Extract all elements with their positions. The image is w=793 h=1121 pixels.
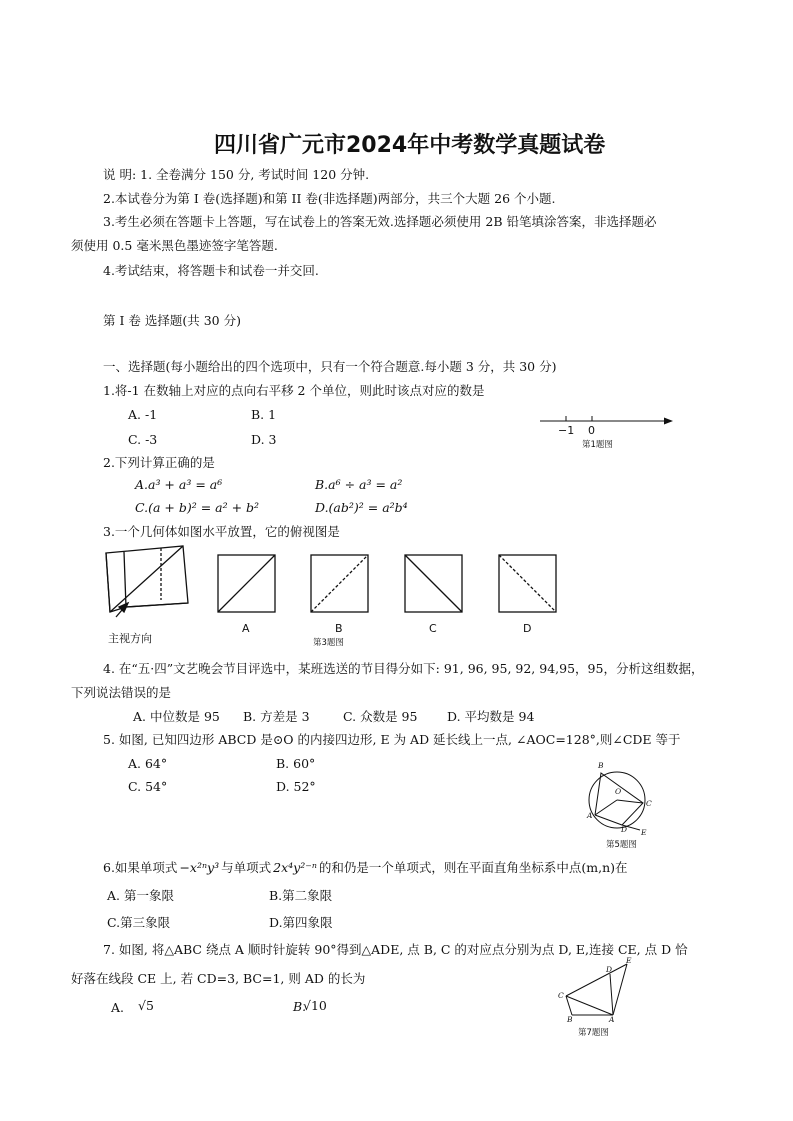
q4-stem: 4. 在“五·四”文艺晚会节目评选中，某班选送的节目得分如下: 91, 96, 95, 92, 94,95，95，分析这组数据，	[103, 661, 704, 676]
q6-option-b: B.第二象限	[269, 888, 333, 903]
q5-label-e: E	[641, 828, 647, 837]
q7-label-a: A	[609, 1015, 615, 1024]
page-title: 四川省广元市2024年中考数学真题试卷	[214, 133, 606, 158]
q6-stem-pre: 6.如果单项式	[103, 860, 178, 875]
q3-option-a: A	[242, 622, 250, 635]
q5-label-d: D	[621, 825, 628, 834]
note-3a: 3.考生必须在答题卡上答题，写在试卷上的答案无效.选择题必须使用 2B 铅笔填涂答案，非选择题必	[103, 214, 657, 229]
q7-option-b-label: B.	[293, 999, 307, 1014]
q5-option-c: C. 54°	[128, 779, 168, 794]
q1-option-d: D. 3	[251, 432, 277, 447]
q6-stem-post: 的和仍是一个单项式，则在平面直角坐标系中点(m,n)在	[318, 860, 628, 875]
q1-fig-caption: 第1题图	[582, 440, 613, 450]
q2-stem: 2.下列计算正确的是	[103, 455, 215, 470]
q5-label-b: B	[598, 761, 604, 770]
q6-stem-mid: 与单项式	[221, 860, 272, 875]
q1-tick-0: 0	[588, 424, 595, 437]
q3-stem: 3.一个几何体如图水平放置，它的俯视图是	[103, 524, 340, 539]
q5-option-d: D. 52°	[276, 779, 316, 794]
q5-option-b: B. 60°	[276, 756, 316, 771]
q1-option-b: B. 1	[251, 407, 277, 422]
q6-monomial-1: −x²ⁿy³	[179, 860, 220, 875]
q3-option-b: B	[335, 622, 343, 635]
q6-option-a: A. 第一象限	[107, 888, 174, 903]
q3-fig-caption: 第3题图	[313, 638, 344, 648]
q7-label-d: D	[606, 965, 613, 974]
q3-option-c: C	[429, 622, 437, 635]
q1-option-c: C. -3	[128, 432, 158, 447]
note-4: 4.考试结束，将答题卡和试卷一并交回.	[103, 263, 319, 278]
q7-option-b-value: √10	[303, 998, 327, 1013]
q3-option-d: D	[523, 622, 532, 635]
q6-option-c: C.第三象限	[107, 915, 171, 930]
q5-stem: 5. 如图, 已知四边形 ABCD 是⊙O 的内接四边形, E 为 AD 延长线上一点, ∠AOC=128°,则∠CDE 等于	[103, 732, 681, 747]
q7-stem-2: 好落在线段 CE 上, 若 CD=3, BC=1, 则 AD 的长为	[71, 971, 366, 986]
q3-solid-caption: 主视方向	[108, 632, 152, 645]
q1-stem: 1.将-1 在数轴上对应的点向右平移 2 个单位，则此时该点对应的数是	[103, 383, 485, 398]
q4-stem-2: 下列说法错误的是	[71, 685, 172, 700]
q7-stem: 7. 如图, 将△ABC 绕点 A 顺时针旋转 90°得到△ADE, 点 B, C 的对应点分别为点 D, E,连接 CE, 点 D 恰	[103, 942, 688, 957]
q1-option-a: A. -1	[128, 407, 158, 422]
q4-option-d: D. 平均数是 94	[447, 709, 535, 724]
q7-option-a-label: A.	[111, 1000, 125, 1015]
part1-heading: 第 I 卷 选择题(共 30 分)	[103, 313, 241, 328]
note-3b: 须使用 0.5 毫米黑色墨迹签字笔答题.	[71, 238, 278, 253]
q5-option-a: A. 64°	[128, 756, 168, 771]
q5-label-o: O	[615, 787, 622, 796]
note-1: 说 明: 1. 全卷满分 150 分, 考试时间 120 分钟.	[103, 167, 370, 182]
q4-option-b: B. 方差是 3	[243, 709, 310, 724]
q6-option-d: D.第四象限	[269, 915, 333, 930]
note-2: 2.本试卷分为第 I 卷(选择题)和第 II 卷(非选择题)两部分，共三个大题 26 个小题.	[103, 191, 556, 206]
q7-fig-caption: 第7题图	[578, 1028, 609, 1038]
q5-label-c: C	[646, 799, 652, 808]
q2-option-c: C.(a + b)² = a² + b²	[135, 500, 260, 515]
q5-fig-caption: 第5题图	[606, 840, 637, 850]
q7-label-b: B	[567, 1015, 573, 1024]
q2-option-d: D.(ab²)² = a²b⁴	[315, 500, 408, 515]
q7-option-a-value: √5	[138, 998, 154, 1013]
q6-monomial-2: 2x⁴y²⁻ⁿ	[273, 860, 317, 875]
q5-label-a: A	[587, 811, 593, 820]
section1-heading: 一、选择题(每小题给出的四个选项中，只有一个符合题意.每小题 3 分，共 30 分)	[103, 359, 557, 374]
q4-option-a: A. 中位数是 95	[133, 709, 220, 724]
q7-label-e: E	[626, 956, 632, 965]
q2-option-b: B.a⁶ ÷ a³ = a²	[315, 477, 403, 492]
q4-option-c: C. 众数是 95	[343, 709, 418, 724]
q2-option-a: A.a³ + a³ = a⁶	[135, 477, 223, 492]
q7-label-c: C	[558, 991, 564, 1000]
q1-tick-neg1: −1	[558, 424, 575, 437]
